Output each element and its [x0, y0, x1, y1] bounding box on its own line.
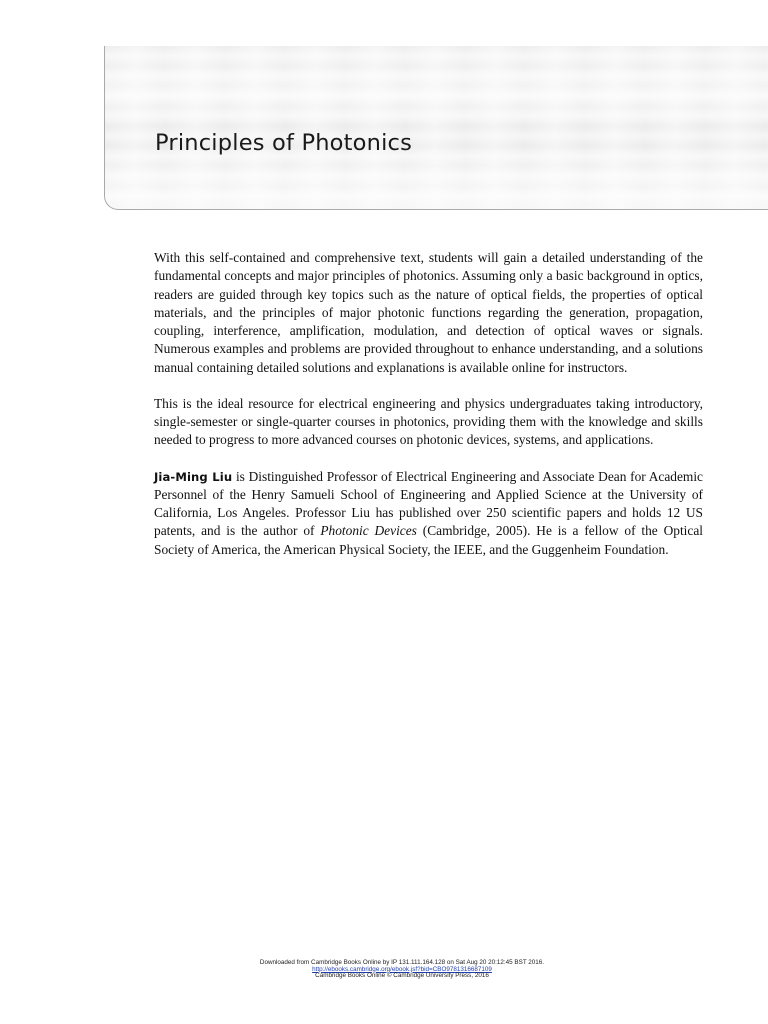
author-name: Jia-Ming Liu [154, 469, 233, 484]
page-content [154, 249, 703, 559]
title-banner [104, 46, 768, 210]
download-footer [0, 960, 768, 980]
author-bio-text-2: (Cambridge, 2005). He is a fellow of the Optical Society of America, the American Physical Society, the IEEE, and the Guggenheim Foundation. [154, 523, 703, 557]
book-reference: Photonic Devices [320, 523, 417, 539]
description-paragraph-1: With this self-contained and comprehensive text, students will gain a detailed understanding of the fundamental concepts and major principles of photonics. Assuming only a basic background in optics, readers are guided through key topics such as the nature of optical fields, the properties of optical materials, and the principles of major photonic functions regarding the generation, propagation, coupling, interference, amplification, modulation, and detection of optical waves or signals. Numerous examples and problems are provided throughout to enhance understanding, and a solutions manual containing detailed solutions and explanations is available online for instructors. [154, 250, 703, 375]
author-bio-text-1: is Distinguished Professor of Electrical Engineering and Associate Dean for Academic Personnel of the Henry Samueli School of Engineering and Applied Science at the University of California, Los Angeles. Professor Liu has published over 250 scientific papers and holds 12 US patents, and is the author of [154, 468, 703, 539]
download-info: Downloaded from Cambridge Books Online by IP 131.111.164.128 on Sat Aug 20 20:12:45 BST 2016. [259, 959, 545, 966]
book-title: Principles of Photonics [155, 130, 413, 156]
ebook-link[interactable]: http://ebooks.cambridge.org/ebook.jsf?bid=CBO9781316687109 [312, 965, 492, 973]
description-paragraph-2: This is the ideal resource for electrical engineering and physics undergraduates taking introductory, single-semester or single-quarter courses in photonics, providing them with the knowledge and skills needed to progress to more advanced courses on photonic devices, systems, and applications. [154, 395, 703, 448]
author-bio [154, 468, 703, 559]
copyright-notice: Cambridge Books Online © Cambridge University Press, 2016 [315, 972, 489, 980]
